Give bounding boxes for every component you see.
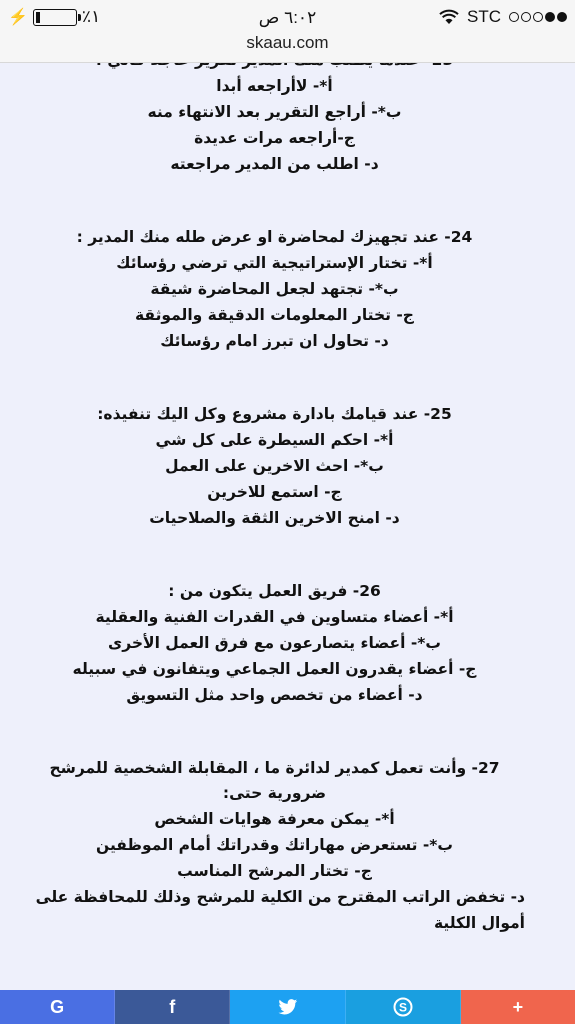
answer-option-d: د- أعضاء من تخصص واحد مثل التسويق — [126, 686, 423, 704]
answer-option-a: أ*- يمكن معرفة هوايات الشخص — [154, 810, 395, 828]
charging-bolt-icon: ⚡ — [8, 9, 28, 26]
share-facebook-button[interactable] — [115, 990, 230, 1024]
facebook-icon: f — [169, 996, 176, 1017]
article-body — [24, 48, 525, 984]
answer-option-c: ج-أراجعه مرات عديدة — [194, 129, 355, 147]
wifi-icon — [439, 9, 459, 25]
signal-strength-icon — [509, 12, 567, 22]
answer-option-b: ب*- تستعرض مهاراتك وقدراتك أمام الموظفين — [96, 836, 453, 854]
question-title: 24- عند تجهيزك لمحاضرة او عرض طله منك المدير : — [76, 228, 473, 246]
answer-option-c: ج- تختار المرشح المناسب — [177, 862, 372, 880]
answer-option-b: ب*- احث الاخرين على العمل — [165, 457, 384, 475]
question-26 — [24, 579, 525, 708]
plus-icon: + — [512, 996, 524, 1017]
question-25 — [24, 402, 525, 531]
question-24 — [24, 225, 525, 354]
question-title: 25- عند قيامك بادارة مشروع وكل اليك تنفيذه: — [97, 405, 452, 423]
signal-area — [439, 7, 567, 27]
skype-icon — [393, 997, 413, 1017]
status-bar — [0, 0, 575, 36]
svg-text:S: S — [398, 1000, 407, 1015]
answer-option-d: د- تحاول ان تبرز امام رؤسائك — [160, 332, 389, 350]
browser-chrome — [0, 0, 575, 63]
question-title: 26- فريق العمل يتكون من : — [168, 582, 381, 600]
answer-option-d: د- اطلب من المدير مراجعته — [170, 155, 379, 173]
answer-option-c: ج- تختار المعلومات الدقيقة والموثقة — [135, 306, 414, 324]
answer-option-a: أ*- لاأراجعه أبدا — [216, 77, 333, 95]
share-google-button[interactable] — [0, 990, 115, 1024]
twitter-icon — [278, 999, 298, 1015]
share-skype-button[interactable] — [346, 990, 461, 1024]
question-title: 27- وأنت تعمل كمدير لدائرة ما ، المقابلة الشخصية للمرشح ضرورية حتى: — [49, 759, 500, 802]
answer-option-a: أ*- تختار الإستراتيجية التي ترضي رؤسائك — [116, 254, 433, 272]
answer-option-a: أ*- احكم السيطرة على كل شي — [155, 431, 394, 449]
carrier-name: STC — [467, 7, 501, 26]
answer-option-c: ج- أعضاء يقدرون العمل الجماعي ويتفانون في سبيله — [72, 660, 477, 678]
question-27 — [24, 756, 525, 936]
google-icon: G — [50, 996, 65, 1017]
answer-option-a: أ*- أعضاء متساوين في القدرات الفنية والعقلية — [95, 608, 454, 626]
answer-option-c: ج- استمع للاخرين — [207, 483, 342, 501]
address-bar[interactable]: skaau.com — [246, 33, 329, 52]
share-more-button[interactable] — [461, 990, 575, 1024]
answer-option-d: د- تخفض الراتب المقترح من الكلية للمرشح وذلك للمحافظة على أموال الكلية — [35, 888, 525, 932]
status-time: ٦:٠٢ ص — [258, 8, 317, 27]
answer-option-d: د- امنح الاخرين الثقة والصلاحيات — [149, 509, 400, 527]
share-bar — [0, 990, 575, 1024]
battery-percent: ٪١ — [81, 7, 101, 26]
answer-option-b: ب*- أعضاء يتصارعون مع فرق العمل الأخرى — [108, 634, 441, 652]
answer-option-b: ب*- أراجع التقرير بعد الانتهاء منه — [147, 103, 402, 121]
question-23 — [24, 48, 525, 177]
answer-option-b: ب*- تجتهد لجعل المحاضرة شيقة — [150, 280, 399, 298]
share-twitter-button[interactable] — [230, 990, 345, 1024]
